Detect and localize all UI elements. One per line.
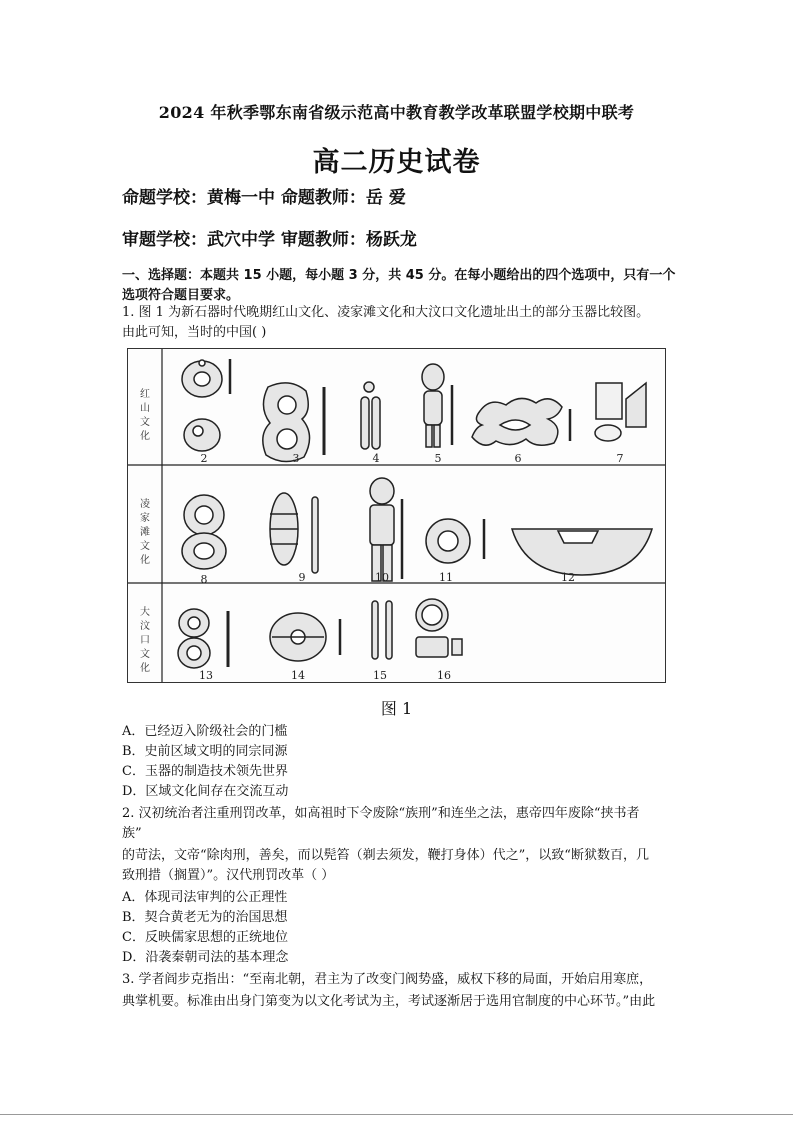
item-number: 2 [200, 452, 208, 465]
item-number: 7 [616, 452, 624, 465]
row-label-char: 红 [140, 389, 150, 400]
row-label-char: 凌 [140, 499, 150, 510]
row-label-char: 大 [140, 607, 150, 618]
item-number: 4 [372, 452, 380, 465]
figure-caption: 图 1 [380, 699, 413, 718]
row-label-char: 口 [140, 635, 150, 646]
section-heading: 一、选择题：本题共 15 小题，每小题 3 分，共 45 分。在每小题给出的四个选项中，只有一个选项符合题目要求。 [122, 268, 676, 303]
question-1-stem-line-2: 由此可知，当时的中国( ) [122, 325, 267, 340]
row-label-char: 化 [140, 555, 150, 566]
item-number: 13 [199, 669, 213, 682]
question-1-option-a: A．已经迈入阶级社会的门槛 [122, 724, 288, 739]
question-2-option-b: B．契合黄老无为的治国思想 [122, 910, 288, 925]
row-label-char: 家 [140, 513, 150, 524]
dawenkou-artifacts [178, 599, 462, 668]
row-label-char: 文 [140, 649, 150, 660]
question-3-stem-line-2: 典掌机要。标准由出身门第变为以文化考试为主，考试逐渐居于选用官制度的中心环节。”由此 [122, 994, 656, 1009]
item-number: 11 [439, 571, 453, 584]
row-label-char: 文 [140, 541, 150, 552]
hongshan-artifacts [182, 359, 646, 462]
item-number: 10 [375, 571, 389, 584]
jade-comparison-figure [127, 348, 666, 683]
question-1-option-b: B．史前区域文明的同宗同源 [122, 744, 288, 759]
item-number: 5 [434, 452, 442, 465]
item-number: 8 [200, 573, 208, 586]
row-label-char: 化 [140, 431, 150, 442]
author-line: 命题学校：黄梅一中 命题教师：岳 爱 [122, 188, 406, 208]
paper-title: 高二历史试卷 [312, 147, 481, 178]
question-2-stem-line-2: 族” [122, 826, 142, 841]
item-number: 16 [437, 669, 451, 682]
lingjiatan-artifacts [182, 478, 652, 581]
question-1-option-d: D．区域文化间存在交流互动 [122, 784, 289, 799]
row-label-char: 文 [140, 417, 150, 428]
question-2-stem-line-4: 致刑措（搁置）”。汉代刑罚改革（ ） [122, 868, 335, 883]
item-number: 14 [291, 669, 305, 682]
question-2-option-a: A．体现司法审判的公正理性 [122, 890, 288, 905]
item-number: 3 [292, 452, 300, 465]
question-2-stem-line-1: 2. 汉初统治者注重刑罚改革，如高祖时下令废除“族刑”和连坐之法，惠帝四年废除“挟书者 [122, 806, 640, 821]
question-1-stem-line-1: 1. 图 1 为新石器时代晚期红山文化、凌家滩文化和大汶口文化遗址出土的部分玉器比较图。 [122, 305, 650, 320]
reviewer-line: 审题学校：武穴中学 审题教师：杨跃龙 [122, 230, 417, 250]
row-label-char: 山 [140, 403, 150, 414]
exam-title: 2024 年秋季鄂东南省级示范高中教育教学改革联盟学校期中联考 [158, 103, 635, 122]
item-number: 12 [561, 571, 575, 584]
question-1-option-c: C．玉器的制造技术领先世界 [122, 764, 288, 779]
question-2-option-d: D．沿袭秦朝司法的基本理念 [122, 950, 289, 965]
page-bottom-rule [0, 1114, 793, 1115]
row-label-char: 滩 [140, 527, 150, 538]
item-number: 15 [373, 669, 387, 682]
row-label-char: 化 [140, 663, 150, 674]
question-3-stem-line-1: 3. 学者阎步克指出：“至南北朝，君主为了改变门阀势盛，威权下移的局面，开始启用寒庶， [122, 972, 653, 987]
item-number: 9 [298, 571, 306, 584]
row-label-char: 汶 [140, 621, 150, 632]
jade-figure-drawing [128, 349, 665, 682]
question-2-option-c: C．反映儒家思想的正统地位 [122, 930, 288, 945]
item-number: 6 [514, 452, 522, 465]
question-2-stem-line-3: 的苛法，文帝“除肉刑，善矣，而以髡笞（剃去须发，鞭打身体）代之”，以致“断狱数百，几 [122, 848, 649, 863]
